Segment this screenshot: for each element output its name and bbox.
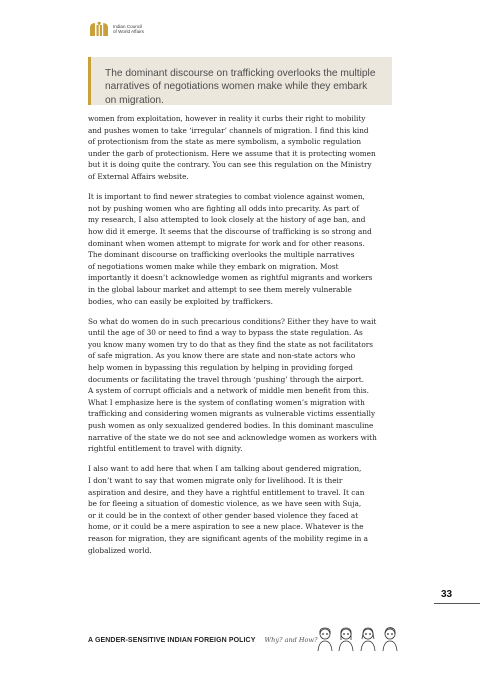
text-line: globalized world.	[88, 545, 152, 555]
text-line: be for fleeing a situation of domestic violence, as we have seen with Suja,	[88, 499, 362, 509]
women-figures-icon	[316, 626, 402, 652]
pull-quote-line: on migration.	[105, 94, 164, 106]
text-line: how did it emerge. It seems that the discourse of trafficking is so strong and	[88, 226, 372, 236]
pull-quote	[88, 57, 392, 105]
text-line: and pushes women to take ‘irregular’ channels of migration. I find this kind	[88, 125, 369, 135]
text-line: documents or facilitating the travel through ‘pushing’ through the airport.	[88, 374, 365, 384]
text-line: I don’t want to say that women migrate only for livelihood. It is their	[88, 476, 343, 485]
text-line: dominant when women attempt to migrate for work and for other reasons.	[88, 238, 365, 248]
org-name-line-1: Indian Council	[113, 23, 143, 29]
text-line: reason for migration, they are significant agents of the mobility regime in a	[88, 533, 369, 543]
paragraph-4	[88, 463, 388, 556]
woman-figure-icon	[361, 628, 375, 651]
pull-quote-text	[105, 67, 382, 107]
footer-subtitle: Why? and How?	[264, 636, 318, 644]
text-line: So what do women do in such precarious conditions? Either they have to wait	[88, 316, 377, 326]
text-line: help women in bypassing this regulation by helping in providing forged	[88, 363, 353, 373]
paragraph-2	[88, 191, 388, 307]
text-line: under the garb of protectionism. Here we assume that it is protecting women	[88, 148, 376, 158]
body-text	[88, 113, 388, 565]
text-line: trafficking and considering women migrants as vulnerable victims essentially	[88, 409, 376, 419]
text-line: not by pushing women who are fighting all odds into precarity. As part of	[88, 203, 359, 213]
text-line: I also want to add here that when I am talking about gendered migration,	[88, 464, 362, 474]
page-number-rule	[434, 603, 480, 604]
text-line: A system of corrupt officials and a network of middle men benefit from this.	[88, 386, 370, 396]
text-line: of External Affairs website.	[88, 171, 189, 181]
text-line: but it is doing quite the contrary. You can see this regulation on the Ministry	[88, 160, 372, 170]
text-line: women from exploitation, however in reality it curbs their right to mobility	[88, 114, 366, 123]
text-line: or it could be in the context of other gender based violence they faced at	[88, 510, 359, 520]
text-line: of negotiations women make while they embark on migration. Most	[88, 261, 339, 271]
text-line: aspiration and desire, and they have a rightful entitlement to travel. It can	[88, 487, 365, 497]
text-line: until the age of 30 or need to find a way to bypass the state regulation. As	[88, 328, 363, 338]
footer-title: A GENDER-SENSITIVE INDIAN FOREIGN POLICY	[88, 636, 256, 644]
text-line: of protectionism from the state as mere symbolism, a symbolic regulation	[88, 137, 362, 147]
footer	[88, 636, 318, 644]
org-name-line-2: of World Affairs	[113, 29, 144, 34]
text-line: in the global labour market and attempt to see them merely vulnerable	[88, 284, 352, 294]
pull-quote-line: narratives of negotiations women make while they embark	[105, 81, 368, 93]
woman-figure-icon	[383, 628, 397, 652]
woman-figure-icon	[318, 628, 332, 651]
text-line: What I emphasize here is the system of conflating women’s migration with	[88, 397, 365, 407]
text-line: importantly it doesn’t acknowledge women as rightful migrants and workers	[88, 273, 373, 283]
org-name	[113, 24, 144, 35]
woman-figure-icon	[339, 628, 353, 651]
text-line: bodies, who can easily be exploited by traffickers.	[88, 296, 273, 306]
paragraph-1	[88, 113, 388, 183]
text-line: home, or it could be a mere aspiration to see a new place. Whatever is the	[88, 522, 364, 532]
text-line: narrative of the state we do not see and acknowledge women as workers with	[88, 432, 377, 442]
text-line: It is important to find newer strategies to combat violence against women,	[88, 192, 365, 202]
text-line: of safe migration. As you know there are state and non-state actors who	[88, 351, 356, 361]
text-line: The dominant discourse on trafficking overlooks the multiple narratives	[88, 250, 355, 260]
text-line: rightful entitlement to travel with dignity.	[88, 444, 243, 454]
icwa-emblem-icon	[88, 21, 110, 37]
pull-quote-line: The dominant discourse on trafficking overlooks the multiple	[105, 68, 376, 79]
header-logo	[88, 21, 144, 37]
text-line: push women as only sexualized gendered bodies. In this dominant masculine	[88, 421, 374, 431]
text-line: you know many women try to do that as they find the state as not facilitators	[88, 339, 374, 349]
page-number: 33	[441, 589, 453, 600]
paragraph-3	[88, 316, 388, 455]
text-line: my research, I also attempted to look closely at the history of age ban, and	[88, 215, 366, 225]
